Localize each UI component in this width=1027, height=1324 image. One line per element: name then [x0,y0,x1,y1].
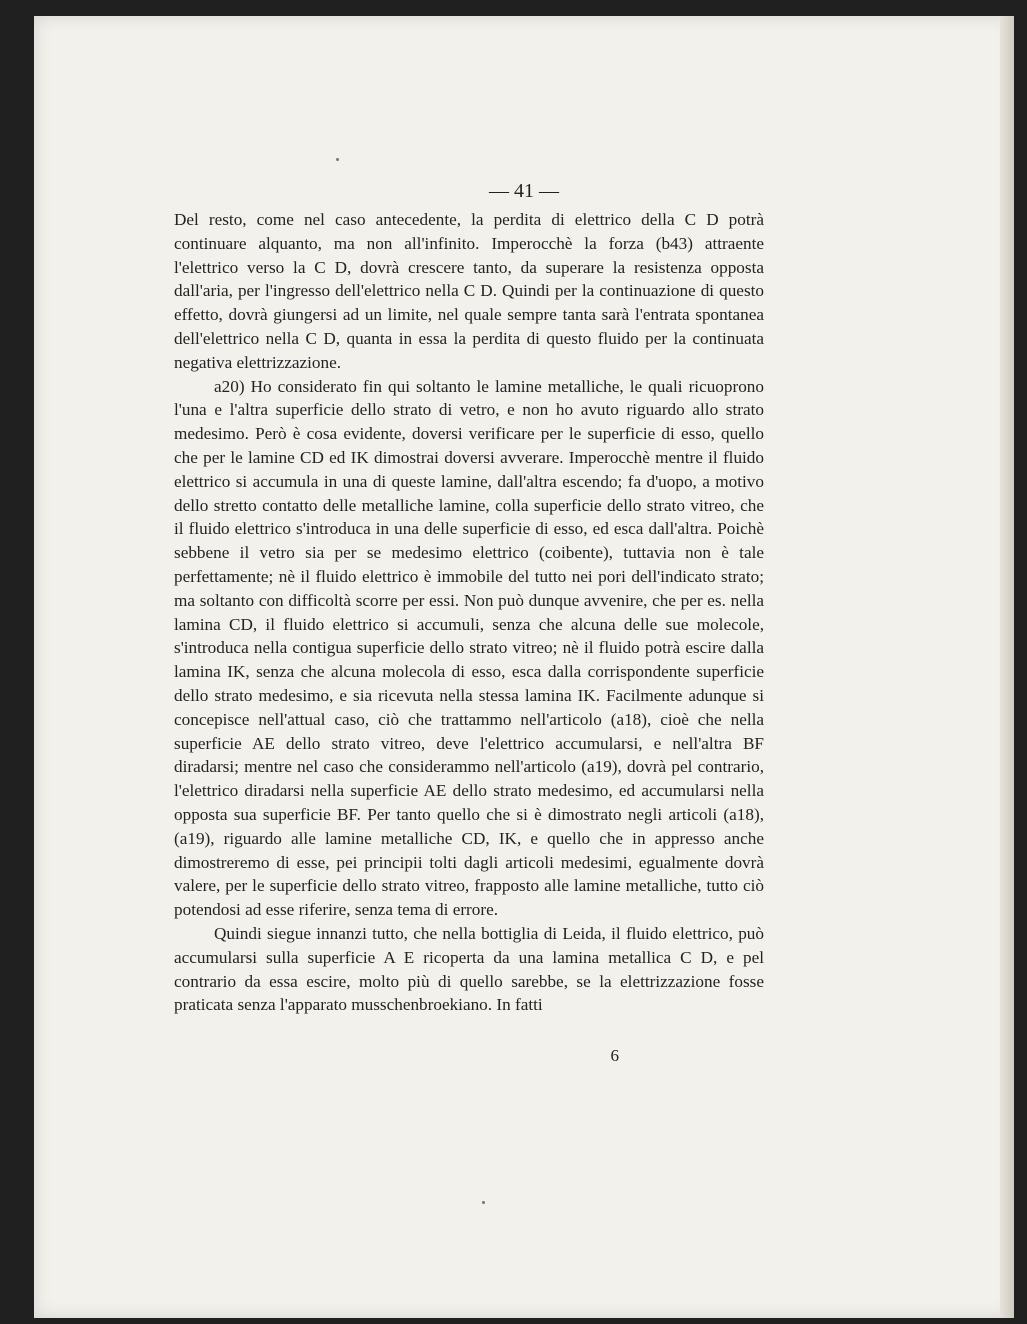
speck [482,1201,485,1204]
paragraph-1: Del resto, come nel caso antecedente, la perdita di elettrico della C D potrà continuare alquanto, ma non all'infinito. Imperocchè la forza (b43) attraente l'elettrico verso la C D, dovrà crescere tanto, da superare la resistenza opposta dall'aria, per l'ingresso dell'elettrico nella C D. Quindi per la continuazione di questo effetto, dovrà giungersi ad un limite, nel quale sempre tanta sarà l'entrata spontanea dell'elettrico nella C D, quanta in essa la perdita di questo fluido per la continuata negativa elettrizzazione. [174,210,764,372]
paragraph-3: Quindi siegue innanzi tutto, che nella bottiglia di Leida, il fluido elettrico, può accumularsi sulla superficie A E ricoperta da una lamina metallica C D, e pel contrario da essa escire, molto più di quello sarebbe, se la elettrizzazione fosse praticata senza l'apparato musschenbroekiano. In fatti [174,923,764,1015]
book-page [34,16,1014,1318]
page-edge [1000,16,1014,1318]
paragraph-2: a20) Ho considerato fin qui soltanto le lamine metalliche, le quali ricuoprono l'una e l'altra superficie dello strato di vetro, e non ho avuto riguardo allo strato medesimo. Però è cosa evidente, doversi verificare per le superficie di esso, quello che per le lamine CD ed IK dimostrai doversi avverare. Imperocchè mentre il fluido elettrico si accumula in una di queste lamine, dall'altra escendo; fa d'uopo, a motivo dello stretto contatto delle metalliche lamine, colla superficie dello strato vitreo, che il fluido elettrico s'introduca in una delle superficie di esso, ed esca dall'altra. Poichè sebbene il vetro sia per se medesimo elettrico (coibente), tuttavia non è tale perfettamente; nè il fluido elettrico è immobile del tutto nei pori dell'indicato strato; ma soltanto con difficoltà scorre per essi. Non può dunque avvenire, che per es. nella lamina CD, il fluido elettrico si accumuli, senza che alcuna delle sue molecole, s'introduca nella contigua superficie dello strato vitreo; nè il fluido potrà escire dalla lamina IK, senza che alcuna molecola di esso, esca dalla corrispondente superficie dello strato medesimo, e sia ricevuta nella stessa lamina IK. Facilmente adunque si concepisce nell'attual caso, ciò che trattammo nell'articolo (a18), cioè che nella superficie AE dello strato vitreo, deve l'elettrico accumularsi, e nell'altra BF diradarsi; mentre nel caso che considerammo nell'articolo (a19), dovrà pel contrario, l'elettrico diradarsi nella superficie AE dello strato medesimo, ed accumularsi nella opposta sua superficie BF. Per tanto quello che si è dimostrato negli articoli (a18), (a19), riguardo alle lamine metalliche CD, IK, e quello che in appresso anche dimostreremo di esse, pei principii tolti dagli articoli medesimi, egualmente dovrà valere, per le superficie dello strato vitreo, frapposto alle lamine metalliche, tutto ciò potendosi ad esse riferire, senza tema di errore. [174,376,764,920]
signature-number: 6 [610,1046,619,1065]
speck [336,158,339,161]
body-text [174,208,764,1017]
signature-mark [34,1046,1014,1066]
page-number: — 41 — [489,180,559,202]
